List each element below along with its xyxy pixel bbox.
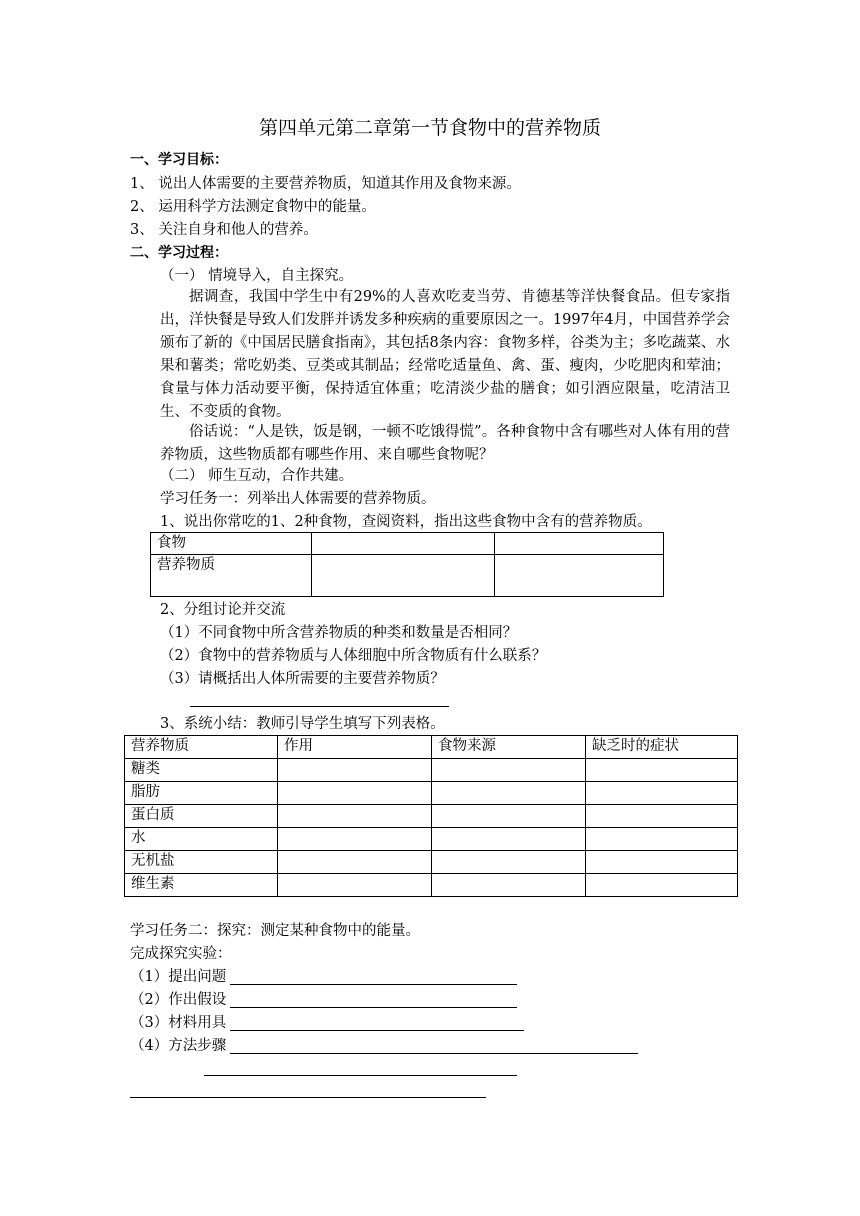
step-label: （4）方法步骤 [130, 1038, 227, 1054]
step-label: （1）提出问题 [130, 969, 227, 985]
intro-paragraph: 据调查，我国中学生中有29%的人喜欢吃麦当劳、肯德基等洋快餐食品。但专家指出，洋快餐是导致人们发胖并诱发多种疾病的重要原因之一。1997年4月，中国营养学会颁布了新的《中国居民膳食指南》，其包括8条内容：食物多样，谷类为主；多吃蔬菜、水果和薯类；常吃奶类、豆类或其制品；经常吃适量鱼、禽、蛋、瘦肉，少吃肥肉和荤油；食量与体力活动要平衡，保持适宜体重；吃清淡少盐的膳食；如引酒应限量，吃清洁卫生、不变质的食物。 [160, 289, 730, 420]
table-cell-blank[interactable] [278, 759, 432, 782]
question-text: 2、分组讨论并交流 [160, 602, 286, 618]
table-cell-blank[interactable] [586, 782, 738, 805]
food-nutrient-table [150, 532, 664, 597]
table-cell-label: 营养物质 [151, 555, 312, 597]
proverb-paragraph: 俗话说：“人是铁，饭是钢，一顿不吃饿得慌”。各种食物中含有哪些对人体有用的营养物质，这些物质都有哪些作用、来自哪些食物呢？ [160, 424, 730, 463]
table-row-label: 脂肪 [125, 782, 278, 805]
table-row-label: 蛋白质 [125, 805, 278, 828]
task-heading: 学习任务一：列举出人体需要的营养物质。 [160, 491, 436, 507]
answer-line[interactable] [190, 706, 449, 707]
table-cell-blank[interactable] [278, 874, 432, 897]
table-cell-blank[interactable] [432, 874, 586, 897]
subsection-heading: （一） 情境导入，自主探究。 [160, 268, 354, 284]
table-cell-blank[interactable] [432, 759, 586, 782]
table-cell-blank[interactable] [586, 805, 738, 828]
task-heading: 学习任务二：探究：测定某种食物中的能量。 [130, 923, 420, 939]
subsection-heading: （二） 师生互动，合作共建。 [160, 468, 354, 484]
discussion-item: （1）不同食物中所含营养物质的种类和数量是否相同？ [160, 625, 518, 641]
goal-item: 1、 说出人体需要的主要营养物质，知道其作用及食物来源。 [130, 176, 521, 192]
table-cell-blank[interactable] [586, 828, 738, 851]
answer-line[interactable] [130, 1097, 486, 1098]
table-cell-blank[interactable] [432, 805, 586, 828]
table-cell-blank[interactable] [432, 828, 586, 851]
table-cell-blank[interactable] [312, 533, 495, 555]
table-header: 营养物质 [125, 736, 278, 759]
table-cell-blank[interactable] [586, 874, 738, 897]
question-text: 3、系统小结：教师引导学生填写下列表格。 [160, 716, 445, 732]
step-label: （2）作出假设 [130, 992, 227, 1008]
section-heading-goals: 一、学习目标： [130, 152, 228, 168]
question-text: 1、说出你常吃的1、2种食物，查阅资料，指出这些食物中含有的营养物质。 [160, 514, 652, 530]
step-label: （3）材料用具 [130, 1015, 227, 1031]
answer-line[interactable] [230, 1007, 517, 1008]
table-row-label: 糖类 [125, 759, 278, 782]
table-cell-blank[interactable] [586, 851, 738, 874]
answer-line[interactable] [230, 984, 517, 985]
table-cell-blank[interactable] [312, 555, 495, 597]
section-heading-process: 二、学习过程： [130, 245, 228, 261]
table-cell-label: 食物 [151, 533, 312, 555]
table-cell-blank[interactable] [495, 555, 664, 597]
goal-item: 2、 运用科学方法测定食物中的能量。 [130, 199, 376, 215]
table-header: 缺乏时的症状 [586, 736, 738, 759]
table-cell-blank[interactable] [432, 851, 586, 874]
table-row-label: 水 [125, 828, 278, 851]
table-cell-blank[interactable] [278, 851, 432, 874]
discussion-item: （3）请概括出人体所需要的主要营养物质？ [160, 671, 445, 687]
table-row-label: 维生素 [125, 874, 278, 897]
answer-line[interactable] [230, 1053, 638, 1054]
discussion-item: （2）食物中的营养物质与人体细胞中所含物质有什么联系？ [160, 648, 547, 664]
table-cell-blank[interactable] [432, 782, 586, 805]
goal-item: 3、 关注自身和他人的营养。 [130, 222, 318, 238]
table-cell-blank[interactable] [278, 782, 432, 805]
table-row-label: 无机盐 [125, 851, 278, 874]
table-cell-blank[interactable] [278, 828, 432, 851]
instruction-text: 完成探究实验： [130, 946, 232, 962]
table-cell-blank[interactable] [495, 533, 664, 555]
page-title: 第四单元第二章第一节食物中的营养物质 [258, 117, 601, 139]
answer-line[interactable] [230, 1030, 524, 1031]
nutrient-summary-table [124, 735, 738, 897]
table-header: 作用 [278, 736, 432, 759]
answer-line[interactable] [204, 1075, 517, 1076]
table-cell-blank[interactable] [586, 759, 738, 782]
table-cell-blank[interactable] [278, 805, 432, 828]
table-header: 食物来源 [432, 736, 586, 759]
